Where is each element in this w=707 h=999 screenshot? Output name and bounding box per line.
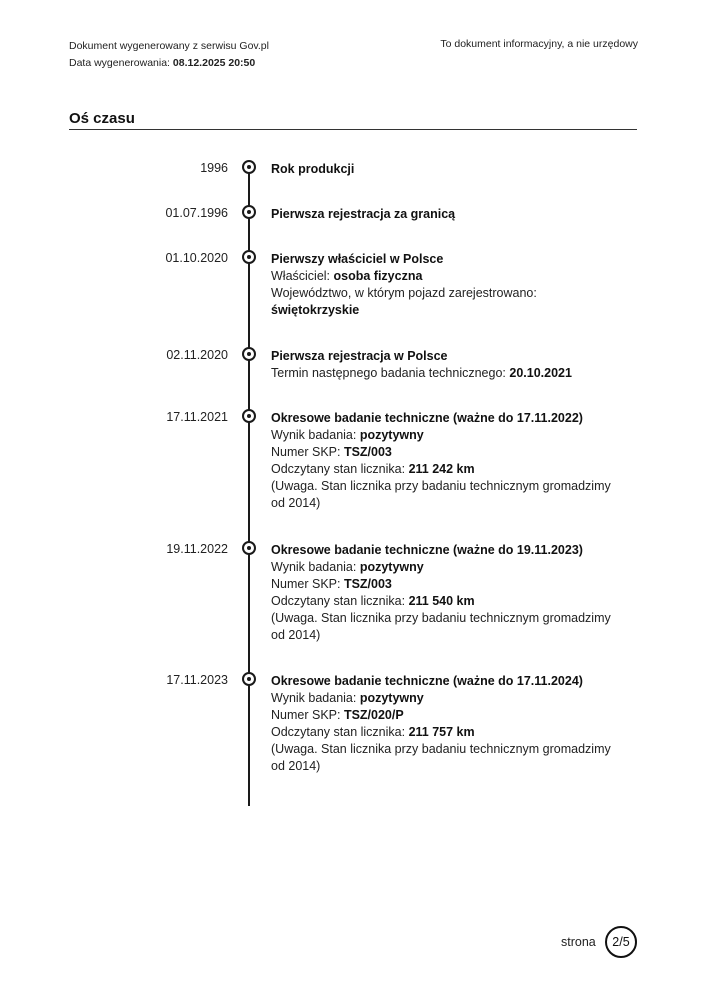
- timeline-dot-icon: [242, 347, 256, 361]
- event-content: [271, 410, 616, 512]
- event-title: Okresowe badanie techniczne (ważne do 17.11.2022): [271, 411, 583, 425]
- skp-label: Numer SKP:: [271, 577, 344, 591]
- next-inspection-line: [271, 365, 616, 382]
- event-content: [271, 161, 616, 178]
- timeline-dot-icon: [242, 409, 256, 423]
- skp-value: TSZ/003: [343, 577, 392, 591]
- result-line: [271, 427, 616, 444]
- timeline-dot-icon: [242, 672, 256, 686]
- skp-value: TSZ/020/P: [343, 708, 404, 722]
- odometer-label: Odczytany stan licznika:: [271, 594, 409, 608]
- next-inspection-label: Termin następnego badania technicznego:: [271, 366, 510, 380]
- owner-value: osoba fizyczna: [333, 269, 423, 283]
- event-content: [271, 542, 616, 644]
- page-label: strona: [561, 935, 596, 949]
- odometer-value: 211 242 km: [408, 462, 475, 476]
- event-date: 17.11.2021: [166, 410, 228, 424]
- timeline-dot-icon: [242, 160, 256, 174]
- odometer-line: [271, 461, 616, 478]
- skp-line: [271, 444, 616, 461]
- owner-line: [271, 268, 616, 285]
- section-title: Oś czasu: [69, 110, 135, 127]
- result-value: pozytywny: [359, 691, 424, 705]
- result-value: pozytywny: [359, 428, 424, 442]
- event-title: Pierwsza rejestracja za granicą: [271, 207, 456, 221]
- result-label: Wynik badania:: [271, 691, 360, 705]
- skp-line: [271, 707, 616, 724]
- event-content: [271, 251, 616, 319]
- result-label: Wynik badania:: [271, 428, 360, 442]
- voivodeship-value: świętokrzyskie: [271, 303, 360, 317]
- generation-date-label: Data wygenerowania:: [69, 57, 173, 69]
- skp-line: [271, 576, 616, 593]
- odometer-note: (Uwaga. Stan licznika przy badaniu technicznym gromadzimy od 2014): [271, 742, 611, 773]
- next-inspection-value: 20.10.2021: [509, 366, 572, 380]
- voivodeship-label: Województwo, w którym pojazd zarejestrowano:: [271, 286, 537, 300]
- page-number: 2/5: [612, 935, 630, 949]
- odometer-line: [271, 724, 616, 741]
- timeline-dot-icon: [242, 205, 256, 219]
- event-content: [271, 348, 616, 382]
- odometer-value: 211 540 km: [408, 594, 475, 608]
- event-date: 01.10.2020: [165, 251, 228, 265]
- section-divider: [69, 129, 637, 130]
- odometer-label: Odczytany stan licznika:: [271, 725, 409, 739]
- document-disclaimer: To dokument informacyjny, a nie urzędowy: [440, 38, 638, 50]
- event-date: 01.07.1996: [165, 206, 228, 220]
- skp-label: Numer SKP:: [271, 708, 344, 722]
- odometer-label: Odczytany stan licznika:: [271, 462, 409, 476]
- event-title: Pierwszy właściciel w Polsce: [271, 252, 444, 266]
- event-date: 17.11.2023: [166, 673, 228, 687]
- page-number-badge: [605, 926, 637, 958]
- event-content: [271, 206, 616, 223]
- generation-date-line: [69, 55, 269, 72]
- result-line: [271, 690, 616, 707]
- odometer-note: (Uwaga. Stan licznika przy badaniu technicznym gromadzimy od 2014): [271, 611, 611, 642]
- event-title: Okresowe badanie techniczne (ważne do 19.11.2023): [271, 543, 583, 557]
- event-date: 02.11.2020: [166, 348, 228, 362]
- event-title: Rok produkcji: [271, 162, 355, 176]
- event-title: Pierwsza rejestracja w Polsce: [271, 349, 448, 363]
- result-label: Wynik badania:: [271, 560, 360, 574]
- skp-value: TSZ/003: [343, 445, 392, 459]
- source-line: Dokument wygenerowany z serwisu Gov.pl: [69, 40, 269, 52]
- odometer-line: [271, 593, 616, 610]
- generation-date-value: 08.12.2025 20:50: [172, 57, 256, 69]
- odometer-note: (Uwaga. Stan licznika przy badaniu technicznym gromadzimy od 2014): [271, 479, 611, 510]
- document-source: [69, 38, 269, 72]
- odometer-value: 211 757 km: [408, 725, 475, 739]
- timeline-dot-icon: [242, 541, 256, 555]
- skp-label: Numer SKP:: [271, 445, 344, 459]
- event-date: 19.11.2022: [166, 542, 228, 556]
- result-value: pozytywny: [359, 560, 424, 574]
- owner-label: Właściciel:: [271, 269, 334, 283]
- timeline-dot-icon: [242, 250, 256, 264]
- event-title: Okresowe badanie techniczne (ważne do 17.11.2024): [271, 674, 583, 688]
- result-line: [271, 559, 616, 576]
- event-content: [271, 673, 616, 775]
- event-date: 1996: [200, 161, 228, 175]
